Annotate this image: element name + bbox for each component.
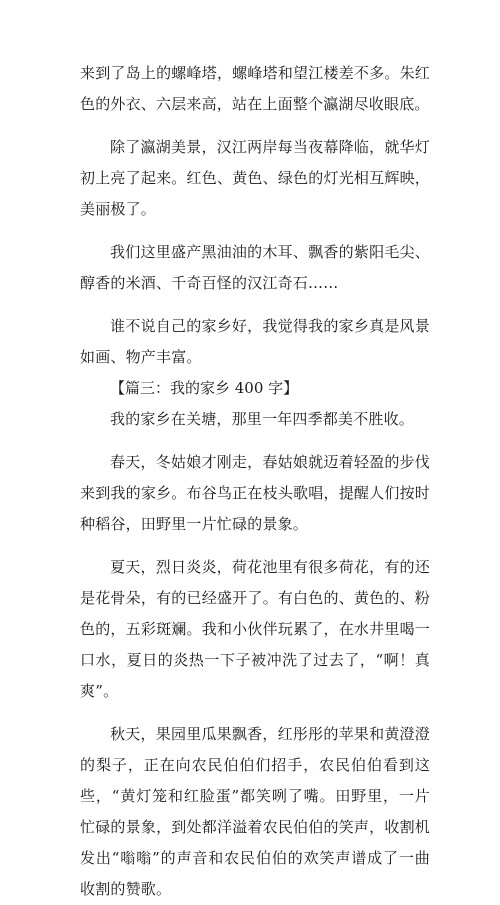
paragraph-8: 秋天，果园里瓜果飘香，红彤彤的苹果和黄澄澄的梨子，正在向农民伯伯们招手，农民伯伯看到这些，“黄灯笼和红脸蛋”都笑咧了嘴。田野里，一片忙碌的景象，到处都洋溢着农民伯伯的笑声，收割机发出“嗡嗡”的声音和农民伯伯的欢笑声谱成了一曲收割的赞歌。	[80, 725, 430, 898]
document-page	[80, 58, 430, 905]
paragraph-1: 来到了岛上的螺峰塔，螺峰塔和望江楼差不多。朱红色的外衣、六层来高，站在上面整个瀛湖尽收眼底。	[80, 64, 430, 113]
paragraph-5: 我的家乡在关塘，那里一年四季都美不胜收。	[110, 410, 415, 428]
paragraph-4: 谁不说自己的家乡好，我觉得我的家乡真是风景如画、物产丰富。	[80, 317, 430, 366]
paragraph-3: 我们这里盛产黑油油的木耳、飘香的紫阳毛尖、醇香的米酒、千奇百怪的汉江奇石……	[80, 243, 430, 292]
section-heading: 【篇三：我的家乡 400 字】	[110, 379, 299, 397]
paragraph-2: 除了瀛湖美景，汉江两岸每当夜幕降临，就华灯初上亮了起来。红色、黄色、绿色的灯光相互辉映，美丽极了。	[80, 138, 430, 218]
paragraph-6: 春天，冬姑娘才刚走，春姑娘就迈着轻盈的步伐来到我的家乡。布谷鸟正在枝头歌唱，提醒人们按时种稻谷，田野里一片忙碌的景象。	[80, 453, 430, 533]
paragraph-7: 夏天，烈日炎炎，荷花池里有很多荷花，有的还是花骨朵，有的已经盛开了。有白色的、黄色的、粉色的，五彩斑斓。我和小伙伴玩累了，在水井里喝一口水，夏日的炎热一下子被冲洗了过去了，“啊！真爽”。	[80, 558, 430, 700]
